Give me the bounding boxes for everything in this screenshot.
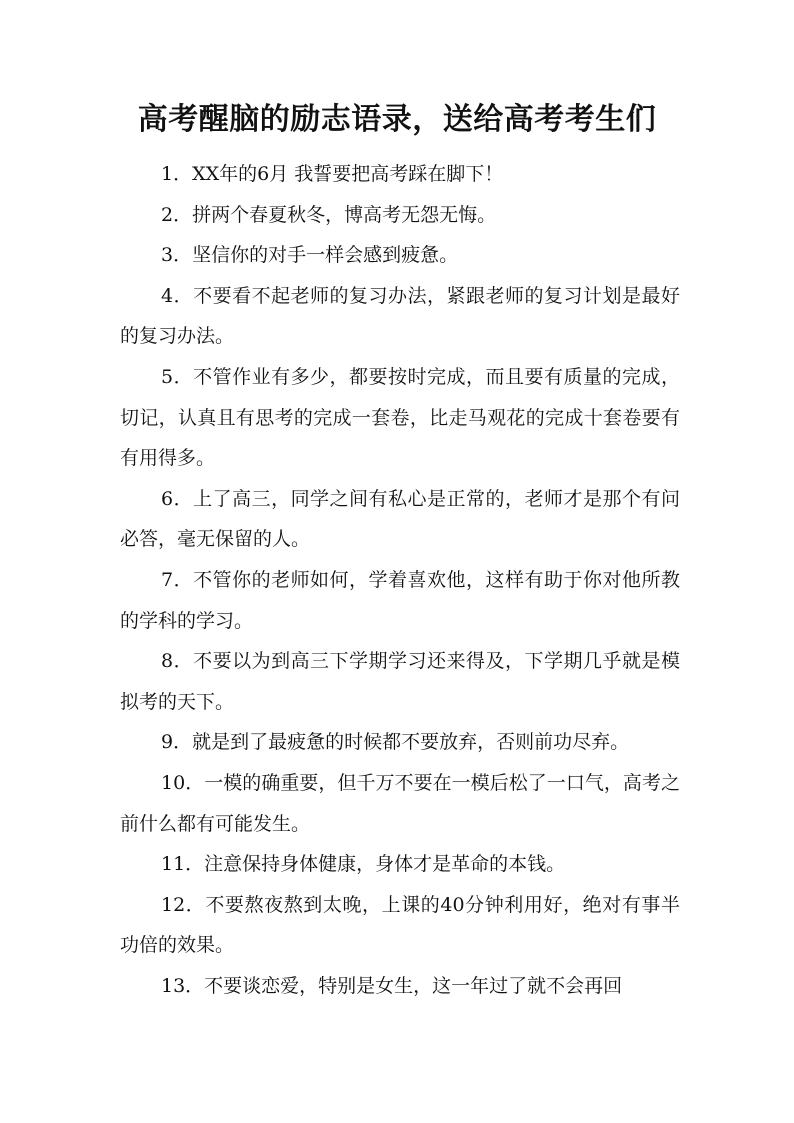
quote-item: 5．不管作业有多少，都要按时完成，而且要有质量的完成，切记，认真且有思考的完成一套卷，比走马观花的完成十套卷要有有用得多。 xyxy=(120,365,680,470)
quote-item: 2．拼两个春夏秋冬，博高考无怨无悔。 xyxy=(161,203,497,226)
quote-list xyxy=(120,154,680,1006)
quote-item: 9．就是到了最疲惫的时候都不要放弃，否则前功尽弃。 xyxy=(161,731,630,754)
quote-item: 11．注意保持身体健康，身体才是革命的本钱。 xyxy=(161,853,566,876)
quote-item: 4．不要看不起老师的复习办法，紧跟老师的复习计划是最好的复习办法。 xyxy=(120,284,680,348)
quote-item: 1．XX年的6月 我誓要把高考踩在脚下！ xyxy=(161,163,504,185)
quote-item: 3．坚信你的对手一样会感到疲惫。 xyxy=(161,244,459,267)
quote-item: 13．不要谈恋爱，特别是女生，这一年过了就不会再回 xyxy=(161,974,623,997)
quote-item: 6．上了高三，同学之间有私心是正常的，老师才是那个有问必答，毫无保留的人。 xyxy=(120,487,680,551)
quote-item: 12．不要熬夜熬到太晚，上课的40分钟利用好，绝对有事半功倍的效果。 xyxy=(120,893,680,957)
quote-item: 7．不管你的老师如何，学着喜欢他，这样有助于你对他所教的学科的学习。 xyxy=(120,568,680,632)
document-title: 高考醒脑的励志语录，送给高考考生们 xyxy=(137,102,657,137)
quote-item: 8．不要以为到高三下学期学习还来得及，下学期几乎就是模拟考的天下。 xyxy=(120,650,680,713)
quote-item: 10．一模的确重要，但千万不要在一模后松了一口气，高考之前什么都有可能发生。 xyxy=(120,771,680,835)
